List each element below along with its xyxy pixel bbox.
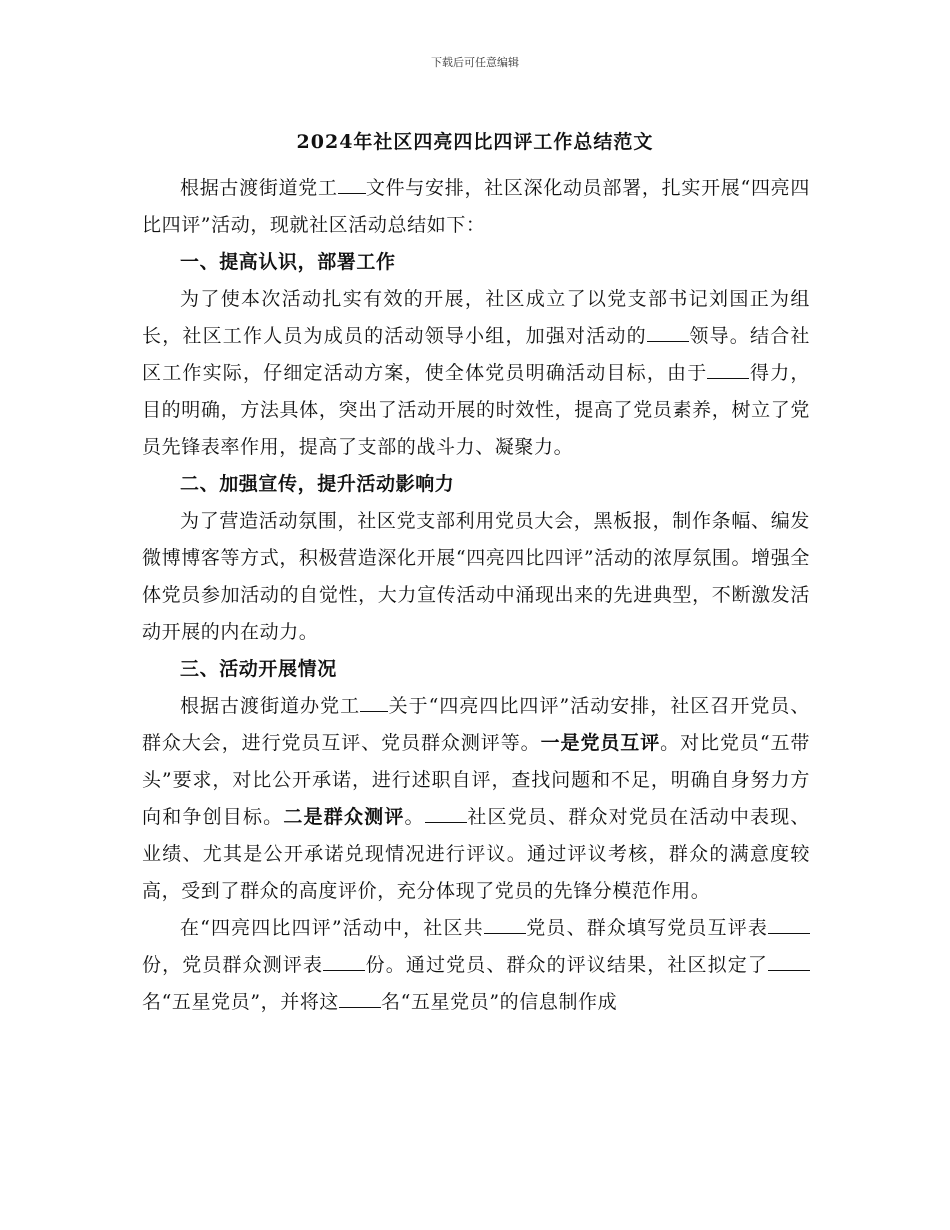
intro-text-1: 根据古渡街道党工 — [180, 177, 338, 199]
section-3-p2-text-6: 名“五星党员”的信息制作成 — [381, 991, 618, 1013]
section-1-paragraph — [142, 281, 810, 466]
section-3-p2-text-4: 份。通过党员、群众的评议结果，社区拟定了 — [365, 954, 768, 976]
blank-field — [425, 800, 467, 823]
document-body — [142, 170, 810, 1021]
intro-text-2: 文件与安排，社区深化动员部署，扎实开展“四亮四比四评”活动，现就社区活动总结如下： — [142, 177, 810, 236]
section-3-paragraph-1 — [142, 688, 810, 910]
section-3-text-4: 。 — [404, 806, 425, 828]
section-1-text-1: 为了使本次活动扎实有效的开展，社区成立了以党支部书记刘国正为组长，社区工作人员为成员的活动领导小组，加强对活动的 — [142, 288, 810, 347]
section-1-heading: 一、提高认识，部署工作 — [180, 251, 396, 273]
blank-field — [360, 689, 388, 712]
peer-review-label: 一是党员互评 — [540, 732, 661, 754]
blank-field — [768, 948, 810, 971]
section-3-p2-text-5: 名“五星党员”，并将这 — [142, 991, 340, 1013]
section-3-p2-text-1: 在“四亮四比四评”活动中，社区共 — [180, 917, 484, 939]
section-2-heading: 二、加强宣传，提升活动影响力 — [180, 473, 455, 495]
blank-field — [707, 356, 749, 379]
section-3-text-3: 。对比党员“五带头”要求，对比公开承诺，进行述职自评，查找问题和不足，明确自身努力方向和争创目标。 — [142, 732, 810, 828]
blank-field — [323, 948, 365, 971]
section-3-text-2: 关于“四亮四比四评”活动安排，社区召开党员、群众大会，进行党员互评、党员群众测评等。 — [142, 695, 810, 754]
public-review-label: 二是群众测评 — [283, 806, 405, 828]
section-1-text-3: 得力，目的明确，方法具体，突出了活动开展的时效性，提高了党员素养，树立了党员先锋表率作用，提高了支部的战斗力、凝聚力。 — [142, 362, 810, 458]
blank-field — [339, 985, 381, 1008]
document-title: 2024年社区四亮四比四评工作总结范文 — [296, 131, 654, 153]
blank-field — [768, 911, 810, 934]
section-3-text-1: 根据古渡街道办党工 — [180, 695, 361, 717]
blank-field — [338, 171, 366, 194]
blank-field — [647, 319, 689, 342]
section-1-text-2: 领导。结合社区工作实际，仔细定活动方案，使全体党员明确活动目标，由于 — [142, 325, 810, 384]
section-3-heading: 三、活动开展情况 — [180, 658, 337, 680]
section-3-p2-text-3: 份，党员群众测评表 — [142, 954, 324, 976]
intro-paragraph — [142, 170, 810, 244]
section-3-paragraph-2 — [142, 910, 810, 1021]
header-note: 下载后可任意编辑 — [431, 56, 519, 69]
section-3-text-5: 社区党员、群众对党员在活动中表现、业绩、尤其是公开承诺兑现情况进行评议。通过评议考核，群众的满意度较高，受到了群众的高度评价，充分体现了党员的先锋分模范作用。 — [142, 806, 811, 902]
section-3-p2-text-2: 党员、群众填写党员互评表 — [525, 917, 769, 939]
blank-field — [484, 911, 526, 934]
section-2-paragraph: 为了营造活动氛围，社区党支部利用党员大会，黑板报，制作条幅、编发微博博客等方式，积极营造深化开展“四亮四比四评”活动的浓厚氛围。增强全体党员参加活动的自觉性，大力宣传活动中涌现出来的先进典型，不断激发活动开展的内在动力。 — [142, 510, 810, 643]
